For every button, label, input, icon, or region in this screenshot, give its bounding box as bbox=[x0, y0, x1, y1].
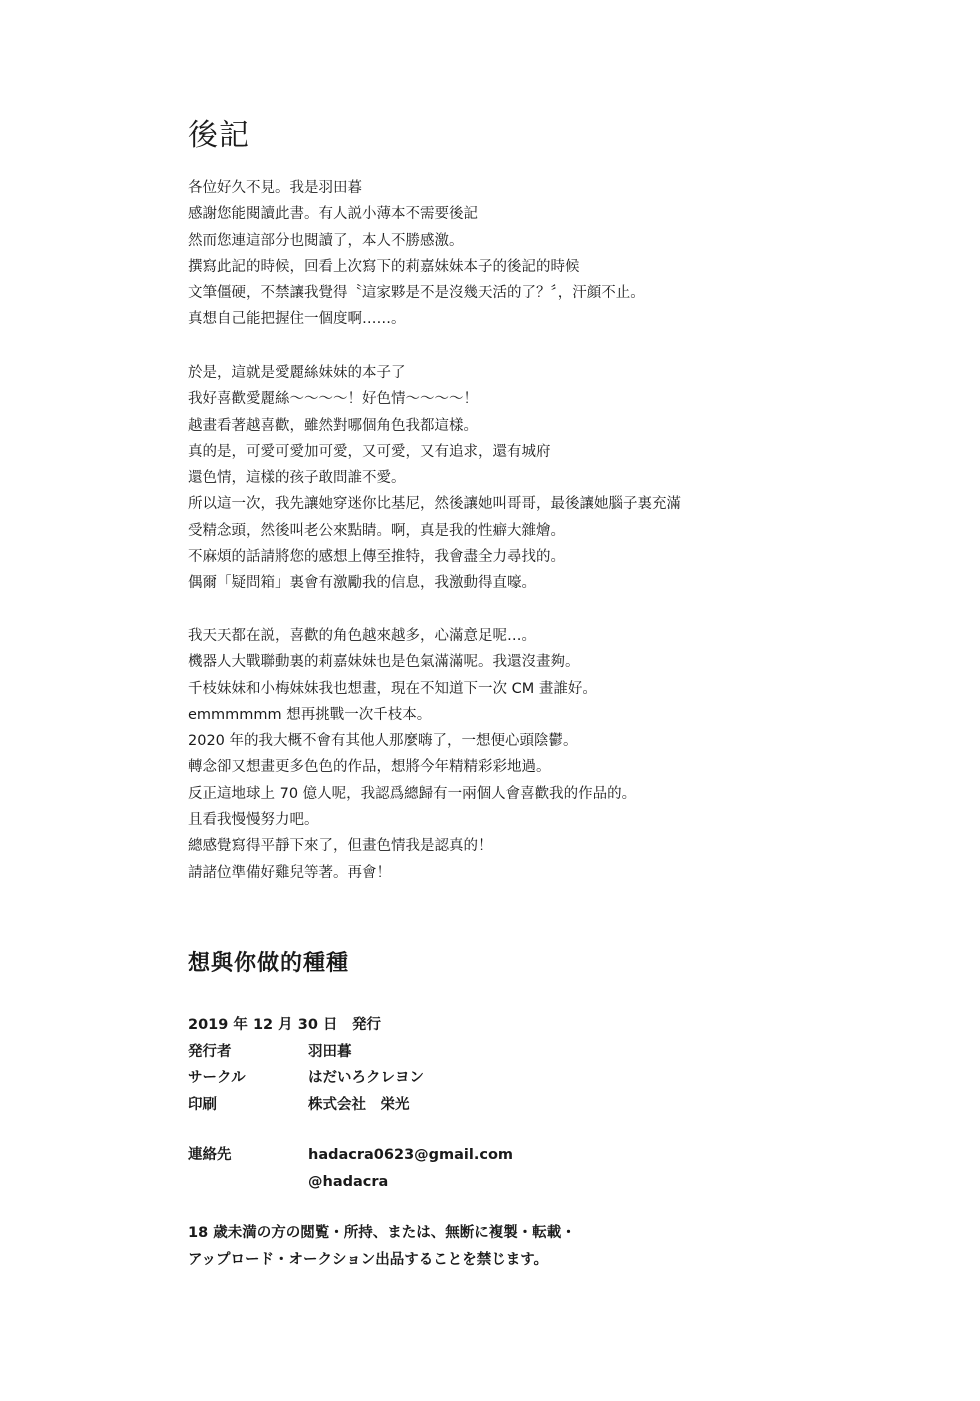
contact-label: 連絡先 bbox=[188, 1147, 232, 1163]
age-restriction-notice bbox=[188, 1220, 576, 1273]
text-line: 越畫看著越喜歡，雖然對哪個角色我都這樣。 bbox=[188, 417, 478, 434]
text-line: 各位好久不見。我是羽田暮 bbox=[188, 180, 362, 196]
text-line: 受精念頭，然後叫老公來點睛。啊，真是我的性癖大雜燴。 bbox=[188, 522, 565, 539]
text-line: 總感覺寫得平靜下來了，但畫色情我是認真的！ bbox=[188, 838, 493, 855]
text-line: 真的是，可愛可愛加可愛，又可愛，又有追求，還有城府 bbox=[188, 443, 551, 460]
text-line: 千枝妹妹和小梅妹妹我也想畫，現在不知道下一次 CM 畫誰好。 bbox=[188, 680, 597, 697]
text-line: 我天天都在説，喜歡的角色越來越多，心滿意足呢…。 bbox=[188, 628, 536, 644]
text-line: 感謝您能閱讀此書。有人説小薄本不需要後記 bbox=[188, 206, 478, 223]
text-line: 我好喜歡愛麗絲～～～～！好色情～～～～！ bbox=[188, 391, 478, 408]
publisher-label: 発行者 bbox=[188, 1043, 232, 1060]
text-line: 真想自己能把握住一個度啊……。 bbox=[188, 311, 406, 328]
text-line: 2020 年的我大概不會有其他人那麼嗨了，一想便心頭陰鬱。 bbox=[188, 733, 578, 750]
afterword-paragraph-1 bbox=[188, 175, 645, 333]
text-line: 所以這一次，我先讓她穿迷你比基尼，然後讓她叫哥哥，最後讓她腦子裏充滿 bbox=[188, 496, 681, 513]
contact-email[interactable]: hadacra0623@gmail.com bbox=[308, 1147, 514, 1163]
contact-twitter[interactable]: @hadacra bbox=[308, 1173, 389, 1190]
text-line: emmmmmm 想再挑戰一次千枝本。 bbox=[188, 706, 432, 723]
notice-line: 18 歳未満の方の閲覧・所持、または、無断に複製・転載・ bbox=[188, 1225, 576, 1241]
text-line: 機器人大戰聯動裏的莉嘉妹妹也是色氣滿滿呢。我還沒畫夠。 bbox=[188, 654, 580, 671]
text-line: 反正這地球上 70 億人呢，我認爲總歸有一兩個人會喜歡我的作品的。 bbox=[188, 785, 637, 802]
printer-label: 印刷 bbox=[188, 1096, 217, 1113]
text-line: 轉念卻又想畫更多色色的作品，想將今年精精彩彩地過。 bbox=[188, 759, 551, 776]
afterword-paragraph-3 bbox=[188, 623, 636, 886]
text-line: 於是，這就是愛麗絲妹妹的本子了 bbox=[188, 365, 406, 381]
text-line: 不麻煩的話請將您的感想上傳至推特，我會盡全力尋找的。 bbox=[188, 549, 565, 566]
notice-line: アップロード・オークション出品することを禁じます。 bbox=[188, 1251, 549, 1268]
text-line: 撰寫此記的時候，回看上次寫下的莉嘉妹妹本子的後記的時候 bbox=[188, 258, 580, 275]
text-line: 然而您連這部分也閱讀了，本人不勝感激。 bbox=[188, 232, 464, 249]
circle-label: サークル bbox=[188, 1070, 246, 1086]
printer-value: 株式会社 栄光 bbox=[308, 1096, 410, 1113]
publication-date: 2019 年 12 月 30 日 発行 bbox=[188, 1017, 381, 1033]
text-line: 請諸位準備好雞兒等著。再會！ bbox=[188, 864, 391, 881]
afterword-title: 後記 bbox=[188, 118, 250, 154]
circle-value: はだいろクレヨン bbox=[308, 1070, 424, 1086]
publisher-value: 羽田暮 bbox=[308, 1043, 352, 1060]
book-title: 想與你做的種種 bbox=[188, 951, 350, 976]
text-line: 且看我慢慢努力吧。 bbox=[188, 812, 319, 829]
text-line: 文筆僵硬，不禁讓我覺得〝這家夥是不是沒幾天活的了？〞，汗顔不止。 bbox=[188, 285, 645, 302]
afterword-paragraph-2 bbox=[188, 360, 681, 597]
text-line: 偶爾「疑問箱」裏會有激勵我的信息，我激動得直嚎。 bbox=[188, 575, 536, 592]
text-line: 還色情，這樣的孩子敢問誰不愛。 bbox=[188, 470, 406, 487]
